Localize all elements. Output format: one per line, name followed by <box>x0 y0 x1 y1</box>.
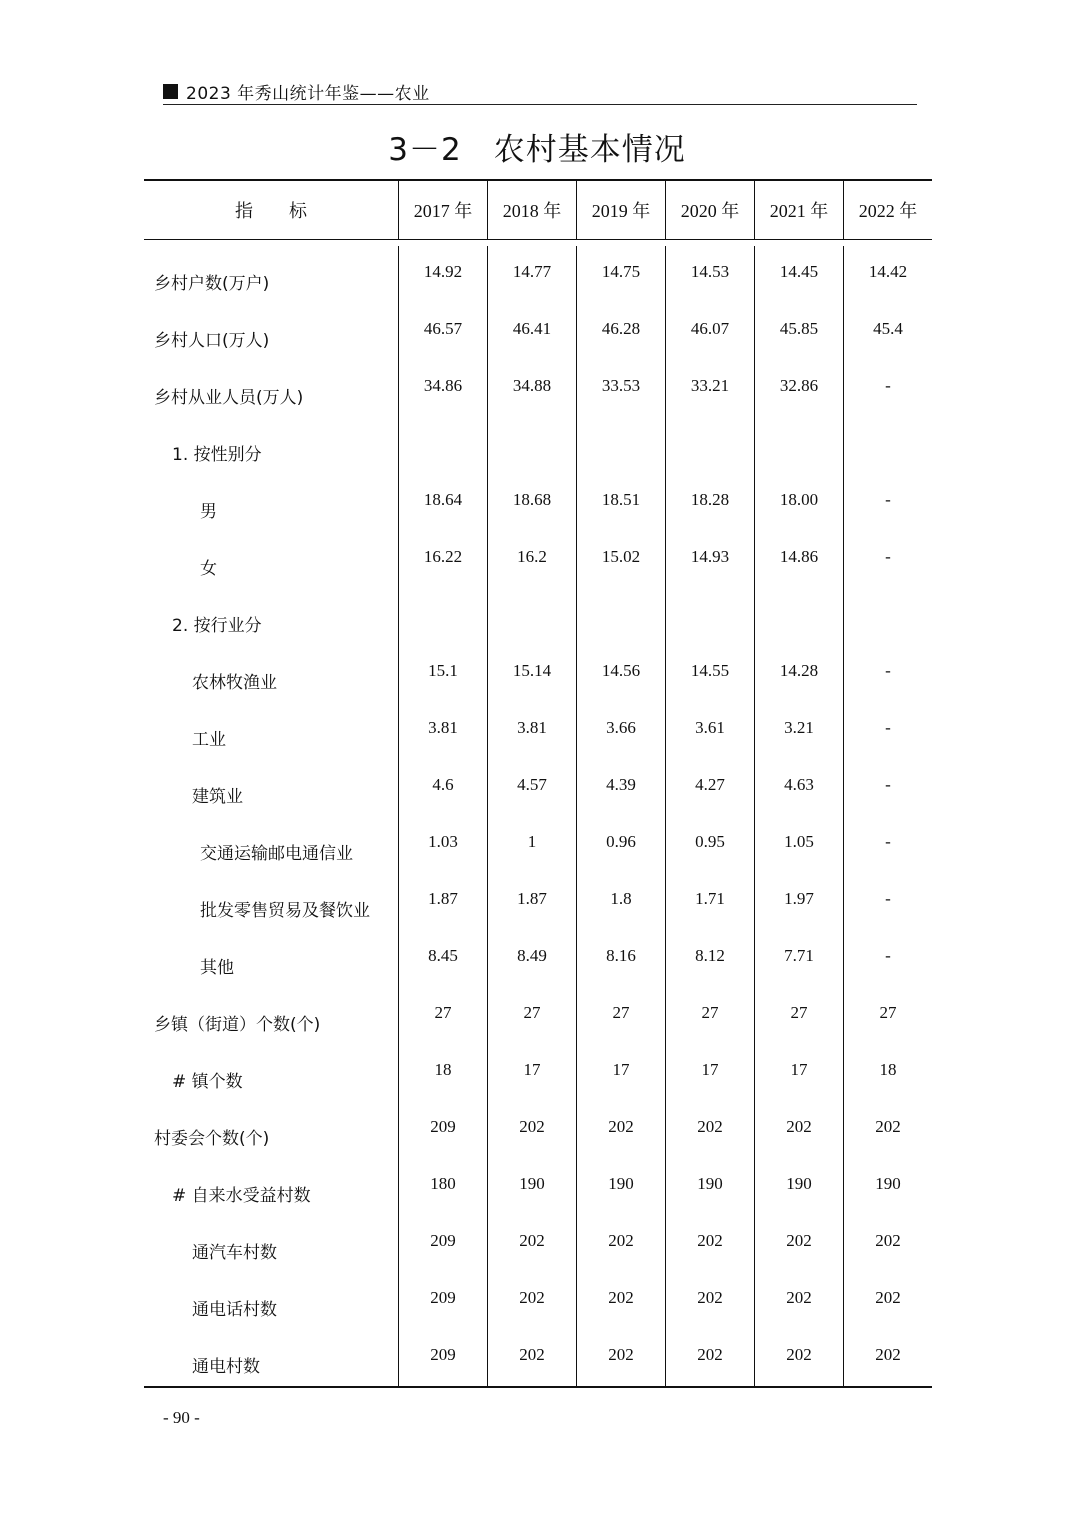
table-row <box>144 360 932 417</box>
value-2019: 1.8 <box>576 873 665 930</box>
value-2022: 14.42 <box>843 246 932 303</box>
row-label: 2. 按行业分 <box>172 616 262 636</box>
table-row <box>144 645 932 702</box>
value-2020: 14.93 <box>665 531 754 588</box>
value-2018: 17 <box>487 1044 576 1101</box>
row-label: 乡镇（街道）个数(个) <box>154 1015 321 1035</box>
table-row <box>144 1215 932 1272</box>
value-2020: 0.95 <box>665 816 754 873</box>
value-2022: - <box>843 873 932 930</box>
value-2022: - <box>843 930 932 987</box>
table-row <box>144 303 932 360</box>
value-2022: 45.4 <box>843 303 932 360</box>
value-2021 <box>754 417 843 474</box>
value-2018: 202 <box>487 1272 576 1329</box>
year-2020-header: 2020 年 <box>665 181 754 239</box>
value-2018: 202 <box>487 1101 576 1158</box>
value-2017: 3.81 <box>398 702 487 759</box>
value-2020: 17 <box>665 1044 754 1101</box>
value-2021: 1.05 <box>754 816 843 873</box>
value-2017: 1.87 <box>398 873 487 930</box>
value-2019: 202 <box>576 1101 665 1158</box>
table-row <box>144 1272 932 1329</box>
row-label: 批发零售贸易及餐饮业 <box>200 901 370 921</box>
value-2019: 17 <box>576 1044 665 1101</box>
value-2017: 46.57 <box>398 303 487 360</box>
value-2021: 14.45 <box>754 246 843 303</box>
value-2019: 33.53 <box>576 360 665 417</box>
value-2018: 3.81 <box>487 702 576 759</box>
value-2019: 4.39 <box>576 759 665 816</box>
value-2018: 15.14 <box>487 645 576 702</box>
table-row <box>144 1158 932 1215</box>
table-row <box>144 873 932 930</box>
table-row <box>144 702 932 759</box>
page-number: - 90 - <box>163 1408 200 1427</box>
value-2022: - <box>843 531 932 588</box>
value-2018: 190 <box>487 1158 576 1215</box>
row-label: 乡村从业人员(万人) <box>154 388 304 408</box>
value-2021: 18.00 <box>754 474 843 531</box>
value-2021: 202 <box>754 1329 843 1386</box>
value-2017: 14.92 <box>398 246 487 303</box>
value-2019: 18.51 <box>576 474 665 531</box>
value-2018: 46.41 <box>487 303 576 360</box>
value-2018: 16.2 <box>487 531 576 588</box>
value-2021: 45.85 <box>754 303 843 360</box>
table-row <box>144 816 932 873</box>
value-2021: 202 <box>754 1215 843 1272</box>
value-2019: 46.28 <box>576 303 665 360</box>
year-2017-header: 2017 年 <box>398 181 487 239</box>
rural-statistics-table <box>144 179 932 1388</box>
value-2022: - <box>843 759 932 816</box>
table-row <box>144 930 932 987</box>
value-2021: 27 <box>754 987 843 1044</box>
value-2017: 15.1 <box>398 645 487 702</box>
value-2017 <box>398 588 487 645</box>
value-2018 <box>487 417 576 474</box>
value-2021: 14.28 <box>754 645 843 702</box>
value-2019: 0.96 <box>576 816 665 873</box>
value-2017: 209 <box>398 1215 487 1272</box>
value-2020: 3.61 <box>665 702 754 759</box>
header-text: 2023 年秀山统计年鉴——农业 <box>186 83 430 104</box>
value-2022: - <box>843 474 932 531</box>
value-2020: 202 <box>665 1329 754 1386</box>
row-label: 通电话村数 <box>192 1300 277 1320</box>
value-2019: 202 <box>576 1329 665 1386</box>
value-2020: 1.71 <box>665 873 754 930</box>
row-label: 乡村人口(万人) <box>154 331 270 351</box>
value-2020: 14.53 <box>665 246 754 303</box>
value-2018: 8.49 <box>487 930 576 987</box>
table-row <box>144 246 932 303</box>
value-2020 <box>665 588 754 645</box>
row-label: 通电村数 <box>192 1357 260 1377</box>
value-2019: 15.02 <box>576 531 665 588</box>
value-2017: 18 <box>398 1044 487 1101</box>
year-2018-header: 2018 年 <box>487 181 576 239</box>
value-2017: 1.03 <box>398 816 487 873</box>
value-2018: 4.57 <box>487 759 576 816</box>
value-2022: - <box>843 360 932 417</box>
value-2021: 17 <box>754 1044 843 1101</box>
value-2018: 202 <box>487 1215 576 1272</box>
value-2022 <box>843 417 932 474</box>
table-row <box>144 1044 932 1101</box>
value-2020: 18.28 <box>665 474 754 531</box>
value-2022: - <box>843 816 932 873</box>
value-2019: 202 <box>576 1272 665 1329</box>
value-2018: 202 <box>487 1329 576 1386</box>
row-label: 工业 <box>192 730 226 750</box>
row-label: 农林牧渔业 <box>192 673 277 693</box>
value-2021: 3.21 <box>754 702 843 759</box>
value-2017: 18.64 <box>398 474 487 531</box>
value-2018: 27 <box>487 987 576 1044</box>
row-label: # 自来水受益村数 <box>172 1186 311 1206</box>
value-2018: 34.88 <box>487 360 576 417</box>
row-label: 1. 按性别分 <box>172 445 262 465</box>
value-2019: 3.66 <box>576 702 665 759</box>
value-2020: 46.07 <box>665 303 754 360</box>
table-row <box>144 531 932 588</box>
indicator-header: 指 标 <box>235 201 307 222</box>
row-label: # 镇个数 <box>172 1072 243 1092</box>
value-2020: 202 <box>665 1101 754 1158</box>
value-2019: 14.75 <box>576 246 665 303</box>
value-2019: 14.56 <box>576 645 665 702</box>
year-2021-header: 2021 年 <box>754 181 843 239</box>
value-2018: 14.77 <box>487 246 576 303</box>
square-bullet-icon <box>163 84 178 99</box>
year-2022-header: 2022 年 <box>843 181 932 239</box>
value-2021 <box>754 588 843 645</box>
row-label: 建筑业 <box>192 787 243 807</box>
value-2021: 4.63 <box>754 759 843 816</box>
value-2022: 18 <box>843 1044 932 1101</box>
value-2019 <box>576 588 665 645</box>
value-2020: 202 <box>665 1272 754 1329</box>
row-label: 男 <box>200 502 217 522</box>
value-2022: 202 <box>843 1272 932 1329</box>
value-2018: 18.68 <box>487 474 576 531</box>
value-2021: 202 <box>754 1101 843 1158</box>
value-2019 <box>576 417 665 474</box>
value-2019: 8.16 <box>576 930 665 987</box>
value-2021: 1.97 <box>754 873 843 930</box>
value-2017: 4.6 <box>398 759 487 816</box>
table-row <box>144 588 932 645</box>
table-row <box>144 1101 932 1158</box>
value-2017 <box>398 417 487 474</box>
value-2017: 16.22 <box>398 531 487 588</box>
value-2022: - <box>843 702 932 759</box>
value-2022: - <box>843 645 932 702</box>
value-2022: 202 <box>843 1329 932 1386</box>
value-2021: 14.86 <box>754 531 843 588</box>
row-label: 交通运输邮电通信业 <box>200 844 353 864</box>
value-2021: 7.71 <box>754 930 843 987</box>
table-body <box>144 240 932 1386</box>
value-2020 <box>665 417 754 474</box>
value-2020: 8.12 <box>665 930 754 987</box>
row-label: 村委会个数(个) <box>154 1129 270 1149</box>
value-2020: 4.27 <box>665 759 754 816</box>
value-2021: 32.86 <box>754 360 843 417</box>
table-row <box>144 987 932 1044</box>
value-2020: 190 <box>665 1158 754 1215</box>
table-row <box>144 474 932 531</box>
value-2021: 190 <box>754 1158 843 1215</box>
value-2022: 202 <box>843 1215 932 1272</box>
value-2020: 202 <box>665 1215 754 1272</box>
value-2017: 209 <box>398 1329 487 1386</box>
value-2018: 1 <box>487 816 576 873</box>
value-2017: 209 <box>398 1101 487 1158</box>
table-row <box>144 1329 932 1386</box>
value-2018 <box>487 588 576 645</box>
value-2017: 8.45 <box>398 930 487 987</box>
value-2017: 27 <box>398 987 487 1044</box>
year-2019-header: 2019 年 <box>576 181 665 239</box>
value-2021: 202 <box>754 1272 843 1329</box>
row-label: 女 <box>200 559 217 579</box>
value-2019: 27 <box>576 987 665 1044</box>
value-2017: 180 <box>398 1158 487 1215</box>
table-row <box>144 759 932 816</box>
value-2022 <box>843 588 932 645</box>
value-2019: 202 <box>576 1215 665 1272</box>
table-title: 3－2 农村基本情况 <box>388 132 686 168</box>
row-label: 乡村户数(万户) <box>154 274 270 294</box>
table-header-row <box>144 181 932 240</box>
value-2022: 190 <box>843 1158 932 1215</box>
table-row <box>144 417 932 474</box>
value-2022: 202 <box>843 1101 932 1158</box>
value-2019: 190 <box>576 1158 665 1215</box>
row-label: 通汽车村数 <box>192 1243 277 1263</box>
value-2022: 27 <box>843 987 932 1044</box>
value-2020: 14.55 <box>665 645 754 702</box>
value-2017: 209 <box>398 1272 487 1329</box>
row-label: 其他 <box>200 958 234 978</box>
value-2018: 1.87 <box>487 873 576 930</box>
running-header <box>163 78 917 105</box>
value-2020: 27 <box>665 987 754 1044</box>
value-2020: 33.21 <box>665 360 754 417</box>
value-2017: 34.86 <box>398 360 487 417</box>
